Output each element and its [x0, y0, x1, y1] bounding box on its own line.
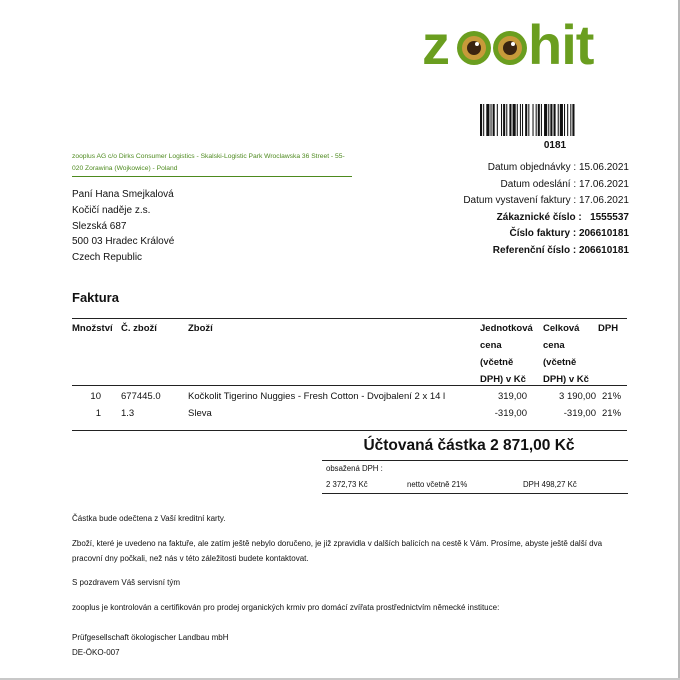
- address-line: Slezská 687: [72, 220, 127, 232]
- invoice-meta: [463, 160, 629, 260]
- barcode-bar: [520, 104, 521, 136]
- document-title: Faktura: [72, 290, 119, 305]
- meta-invoice-number: [463, 226, 629, 243]
- barcode-bar: [497, 104, 498, 136]
- row2-code: 1.3: [121, 408, 135, 419]
- sender-address: zooplus AG c/o Dirks Consumer Logistics - Skalski-Logistic Park Wroclawska 36 Street - 55-020 Zorawina (Wojkowice) - Poland: [72, 151, 352, 177]
- row2-vat: 21%: [602, 408, 622, 419]
- barcode-bar: [554, 104, 556, 136]
- barcode-bar: [513, 104, 516, 136]
- barcode-bar: [541, 104, 542, 136]
- meta-value: 1555537: [590, 211, 629, 223]
- header-total-line: DPH) v Kč: [543, 374, 589, 385]
- header-unit-line: DPH) v Kč: [480, 374, 526, 385]
- barcode-bar: [548, 104, 549, 136]
- barcode: [480, 104, 630, 136]
- barcode-bar: [480, 104, 482, 136]
- meta-customer-number: [463, 210, 629, 227]
- summary-rule-top: [322, 460, 628, 461]
- barcode-number: 0181: [543, 140, 567, 151]
- vat-summary-amount: DPH 498,27 Kč: [523, 480, 577, 489]
- header-total-line: Celková: [543, 323, 580, 334]
- header-item: Zboží: [188, 323, 213, 334]
- barcode-bar: [483, 104, 484, 136]
- barcode-bar: [525, 104, 527, 136]
- barcode-bar: [538, 104, 540, 136]
- header-unit-line: (včetně: [480, 357, 514, 368]
- row1-total-price: 3 190,00: [559, 391, 596, 402]
- meta-ship-date: [463, 177, 629, 194]
- meta-value: 17.06.2021: [578, 195, 629, 207]
- barcode-bar: [536, 104, 537, 136]
- meta-value: 206610181: [578, 228, 629, 240]
- row1-item: Kočkolit Tigerino Nuggies - Fresh Cotton - Dvojbalení 2 x 14 l: [188, 391, 446, 402]
- barcode-bar: [567, 104, 568, 136]
- row1-vat: 21%: [602, 391, 622, 402]
- meta-value: 206610181: [578, 244, 629, 256]
- logo-text-hit: hit: [528, 13, 594, 74]
- vat-summary-base: 2 372,73 Kč: [326, 480, 368, 489]
- header-total-line: (včetně: [543, 357, 577, 368]
- row2-unit-price: -319,00: [494, 408, 527, 419]
- meta-label: Referenční číslo :: [492, 244, 577, 256]
- header-unit-line: cena: [480, 340, 502, 351]
- row2-total-price: -319,00: [563, 408, 596, 419]
- header-unit-line: Jednotková: [480, 323, 533, 334]
- table-rule-top: [72, 318, 627, 319]
- barcode-bar: [572, 104, 574, 136]
- summary-rule-bottom: [322, 493, 628, 494]
- meta-order-date: [463, 160, 629, 177]
- barcode-bar: [570, 104, 571, 136]
- header-total-line: cena: [543, 340, 565, 351]
- certification-note: zooplus je kontrolován a certifikován pro prodej organických krmiv pro domácí zvířata prostřednictvím německé instituce:: [72, 603, 500, 612]
- logo-eyes: [457, 31, 527, 65]
- header-total-price: [543, 320, 589, 388]
- vat-summary-rate: netto včetně 21%: [407, 480, 468, 489]
- barcode-bar: [506, 104, 507, 136]
- meta-value: 17.06.2021: [578, 178, 629, 190]
- address-line: 500 03 Hradec Králové: [72, 236, 175, 248]
- barcode-bar: [501, 104, 502, 136]
- row1-qty: 10: [90, 391, 101, 402]
- barcode-bar: [491, 104, 492, 136]
- meta-reference-number: [463, 243, 629, 260]
- barcode-bar: [486, 104, 489, 136]
- row1-unit-price: 319,00: [497, 391, 527, 402]
- greeting: S pozdravem Váš servisní tým: [72, 578, 181, 587]
- address-line: Kočičí naděje z.s.: [72, 204, 151, 216]
- meta-label: Zákaznické číslo :: [496, 211, 582, 223]
- row2-item: Sleva: [188, 408, 212, 419]
- barcode-bar: [528, 104, 529, 136]
- meta-label: Datum objednávky :: [487, 162, 577, 173]
- header-code: Č. zboží: [121, 323, 157, 334]
- certifier-code: DE-ÖKO-007: [72, 648, 120, 657]
- barcode-bar: [517, 104, 518, 136]
- barcode-bar: [522, 104, 523, 136]
- barcode-bar: [560, 104, 563, 136]
- meta-invoice-date: [463, 193, 629, 210]
- header-qty: Množství: [72, 323, 113, 334]
- meta-label: Datum odeslání :: [500, 178, 577, 190]
- payment-note: Částka bude odečtena z Vaší kreditní karty.: [72, 514, 226, 523]
- barcode-bar: [564, 104, 565, 136]
- address-line: Paní Hana Smejkalová: [72, 189, 174, 200]
- invoice-total: Účtovaná částka 2 871,00 Kč: [363, 437, 575, 454]
- meta-value: 15.06.2021: [578, 162, 629, 173]
- address-line: Czech Republic: [72, 252, 143, 264]
- table-rule-middle: [72, 385, 627, 386]
- table-rule-bottom: [72, 430, 627, 431]
- barcode-bar: [533, 104, 534, 136]
- vat-summary-label: obsažená DPH :: [326, 464, 383, 473]
- zoohit-logo: [422, 12, 622, 74]
- delivery-note: Zboží, které je uvedeno na faktuře, ale zatím ještě nebylo doručeno, je již zpravidla v dalších balících na cestě k Vám. Prosíme, abyste ještě další dva pracovní dny počkali, než nás v této záležitosti budete kontaktovat.: [72, 539, 603, 563]
- logo-text-z: z: [422, 13, 449, 74]
- header-unit-price: [480, 320, 533, 388]
- barcode-bar: [493, 104, 495, 136]
- meta-label: Číslo faktury :: [509, 228, 577, 240]
- barcode-bar: [544, 104, 547, 136]
- header-vat: DPH: [598, 323, 619, 334]
- row2-qty: 1: [95, 408, 101, 419]
- row1-code: 677445.0: [121, 391, 161, 402]
- barcode-bar: [503, 104, 505, 136]
- barcode-bar: [558, 104, 559, 136]
- meta-label: Datum vystavení faktury :: [463, 195, 577, 207]
- barcode-bar: [509, 104, 511, 136]
- recipient-address: [72, 187, 174, 266]
- barcode-bar: [550, 104, 552, 136]
- certifier-name: Prüfgesellschaft ökologischer Landbau mbH: [72, 633, 229, 642]
